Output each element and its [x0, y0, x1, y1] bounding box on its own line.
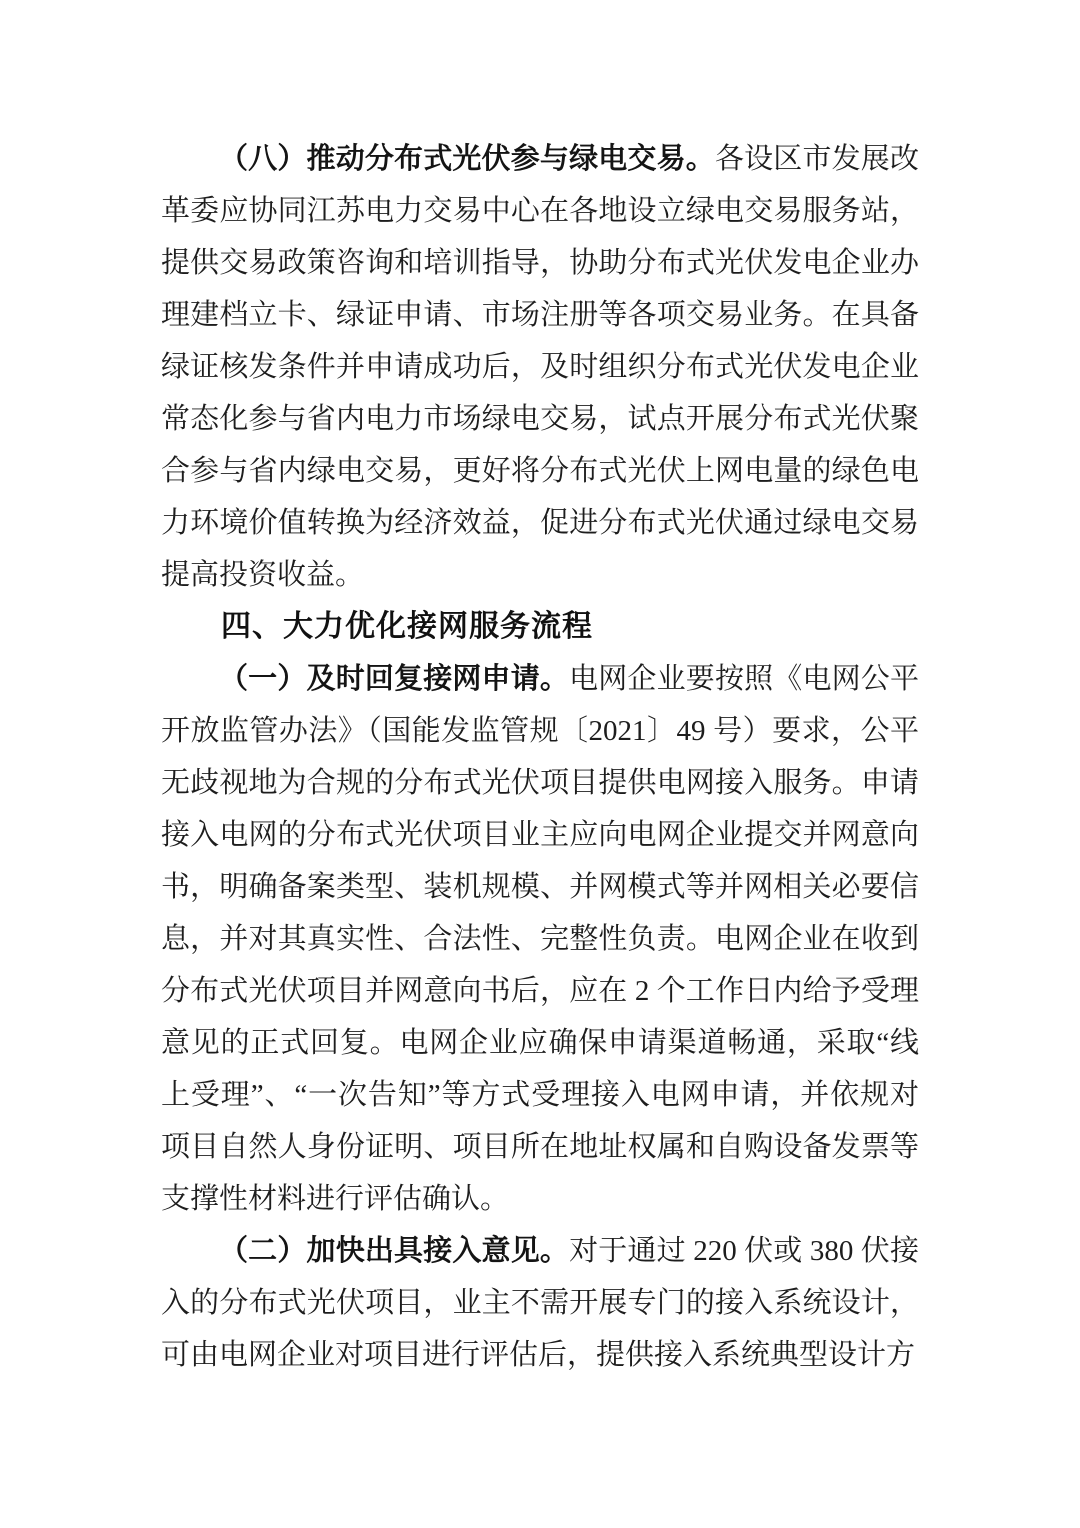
paragraph-item-2: [161, 1225, 919, 1381]
paragraph-item-1-text: 电网企业要按照《电网公平开放监管办法》（国能发监管规〔2021〕49 号）要求，公平无歧视地为合规的分布式光伏项目提供电网接入服务。申请接入电网的分布式光伏项目业主应向电网企业提交并网意向书，明确备案类型、装机规模、并网模式等并网相关必要信息，并对其真实性、合法性、完整性负责。电网企业在收到分布式光伏项目并网意向书后，应在 2 个工作日内给予受理意见的正式回复。电网企业应确保申请渠道畅通，采取“线上受理”、“一次告知”等方式受理接入电网申请，并依规对项目自然人身份证明、项目所在地址权属和自购设备发票等支撑性材料进行评估确认。: [161, 663, 919, 1215]
paragraph-item-8-text: 各设区市发展改革委应协同江苏电力交易中心在各地设立绿电交易服务站，提供交易政策咨询和培训指导，协助分布式光伏发电企业办理建档立卡、绿证申请、市场注册等各项交易业务。在具备绿证核发条件并申请成功后，及时组织分布式光伏发电企业常态化参与省内电力市场绿电交易，试点开展分布式光伏聚合参与省内绿电交易，更好将分布式光伏上网电量的绿色电力环境价值转换为经济效益，促进分布式光伏通过绿电交易提高投资收益。: [161, 143, 919, 591]
paragraph-item-1-lead: （一）及时回复接网申请。: [219, 663, 570, 695]
paragraph-item-1: [161, 653, 919, 1225]
paragraph-item-2-lead: （二）加快出具接入意见。: [219, 1235, 570, 1267]
paragraph-item-8-lead: （八）推动分布式光伏参与绿电交易。: [219, 143, 715, 175]
document-body: [161, 133, 919, 1381]
section-heading-4: 四、大力优化接网服务流程: [221, 610, 593, 643]
paragraph-item-8: [161, 133, 919, 601]
paragraph-item-2-text: 对于通过 220 伏或 380 伏接入的分布式光伏项目，业主不需开展专门的接入系统设计，可由电网企业对项目进行评估后，提供接入系统典型设计方: [161, 1235, 919, 1371]
